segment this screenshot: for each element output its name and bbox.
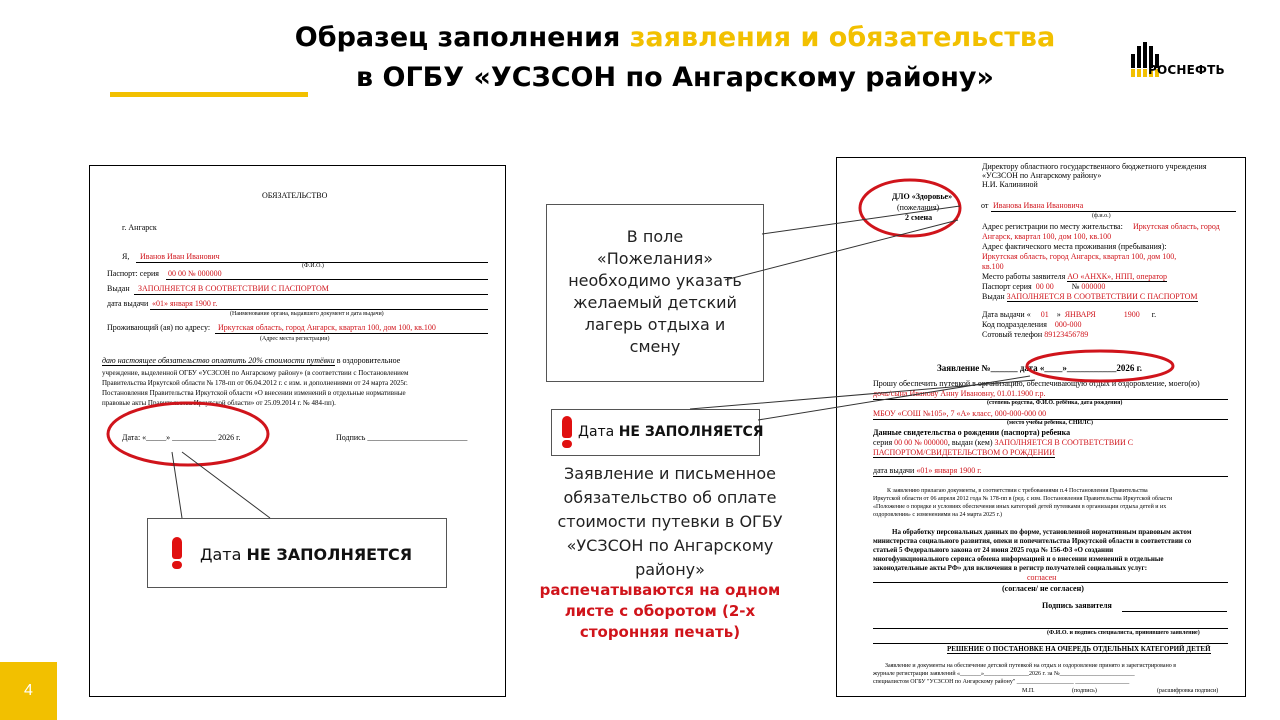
law-line3: «Положение о порядке и условиях обеспечения иных категорий детей путевками в организации отдыха детей и их [873,504,1167,510]
pd-line5: законодательные акты РФ» для включения в регистр получателей социальных услуг: [873,564,1148,572]
pd-line3: статьей 5 Федерального закона от 24 июня 2025 года № 156-ФЗ «О создании [873,546,1114,554]
reg-line1: Заявление и документы на обеспечение детской путевкой на отдых и оздоровление принято и зарегистрировано в [885,663,1177,669]
obligation-heading: ОБЯЗАТЕЛЬСТВО [262,191,328,200]
law-line1: К заявлению прилагаю документы, в соответствии с требованиями п.4 Постановления Правительства [887,488,1148,494]
birth-date-label: дата выдачи [873,466,915,475]
wish-caption: (пожелания) [897,203,940,212]
wish-note-callout [546,204,764,382]
title-line2: в ОГБУ «УСЗСОН по Ангарскому району» [356,62,994,93]
phone-label: Сотовый телефон [982,330,1043,339]
pledge-rest: в оздоровительное [334,356,401,365]
date-note-right-callout [551,409,764,456]
reg-line3: специалистом ОГБУ "УСЗСОН по Ангарскому району" ___________________ __________________ [873,679,1130,685]
issue-date-line: Дата выдачи « 01 » ЯНВАРЯ 1900 г. [982,310,1157,319]
name-value: Иванов Иван Иванович [140,252,220,261]
date-note-right-prefix: Дата [578,424,619,440]
wish-note-text: В поле «Пожелания» необходимо указать желаемый детский лагерь отдыха и смену [568,227,742,356]
reg-label: Адрес регистрации по месту жительства: [982,222,1123,231]
passport-issued-value: ЗАПОЛНЯЕТСЯ В СООТВЕТСТВИИ С ПАСПОРТОМ [1006,292,1198,301]
obligation-document [89,165,506,697]
fio-caption: (Ф.И.О.) [302,263,324,269]
from-value: Иванова Ивана Ивановича [993,201,1084,210]
pledge-p2: учреждение, выделенной ОГБУ «УСЗСОН по Ангарскому району» (в соответствии с Постановлением [102,369,409,377]
decision-title: РЕШЕНИЕ О ПОСТАНОВКЕ НА ОЧЕРЕДЬ ОТДЕЛЬНЫХ КАТЕГОРИЙ ДЕТЕЙ [947,645,1211,653]
applicant-sign: Подпись заявителя [1042,601,1112,610]
application-title: Заявление №______ дата «____»___________2026 г. [937,363,1142,373]
signature-line: Подпись _________________________ [336,433,468,442]
phone-value: 89123456789 [1044,330,1089,339]
issue-date-label: Дата выдачи « [982,310,1031,319]
alert-icon [170,537,184,569]
header-line3: Н.И. Калининой [982,180,1038,189]
issue-date-month: ЯНВАРЯ [1064,310,1096,319]
pledge-italic: даю настоящее обязательство оплатить 20% стоимости путёвки [102,356,335,365]
passport-line [982,282,1105,291]
from-fio-caption: (ф.и.о.) [1092,213,1111,219]
pd-line2: министерства социального развития, опеки и попечительства Иркутской области в соответствии со [873,537,1192,545]
print-note: Заявление и письменное обязательство об оплате стоимости путевки в ОГБУ «УСЗСОН по Ангарскому району» [557,464,783,579]
issue-date-day: 01 [1040,310,1049,319]
date-note-left-callout [147,518,447,588]
phone-line [982,330,1088,339]
date-note-right-text [578,424,764,440]
issue-date-label: дата выдачи [107,299,149,308]
date-note-left-bold: НЕ ЗАПОЛНЯЕТСЯ [246,545,413,564]
reg-line2: журнале регистрации заявлений «_______»_______________2026 г. за №_________________________ [873,671,1135,677]
passport-issued-line [982,292,1198,301]
law-line4: оздоровления» с изменениями на 24 марта 2025 г.) [873,512,1002,518]
birth-series-label: серия [873,438,893,447]
date-note-right-bold: НЕ ЗАПОЛНЯЕТСЯ [618,424,764,440]
birth-issued-value: ЗАПОЛНЯЕТСЯ В СООТВЕТСТВИИ С [994,438,1134,447]
date-line: Дата: «_____» ___________ 2026 г. [122,433,241,442]
birth-date-line [873,466,982,475]
fact-label: Адрес фактического места проживания (пребывания): [982,242,1167,251]
header-line1: Директору областного государственного бюджетного учреждения [982,162,1207,171]
passport-no: 000000 [1081,282,1106,291]
title-part1: Образец заполнения [294,22,630,53]
dept-label: Код подразделения [982,320,1047,329]
decode-caption: (расшифровка подписи) [1157,688,1219,694]
mp-label: М.П. [1022,688,1035,694]
date-note-left-text [200,545,412,564]
reg-value1: Иркутская область, город [1133,222,1220,231]
passport-label: Паспорт: серия [107,269,159,278]
sign-caption: (подпись) [1072,688,1097,694]
i-label: Я, [122,252,130,261]
wish-shift: 2 смена [905,213,933,222]
passport-series: 00 00 [1035,282,1054,291]
pd-line4: многофункционального сервиса обмена информацией и о внесении изменений в отдельные [873,555,1164,563]
fact-value1: Иркутская область, город Ангарск, квартал 100, дом 100, [982,252,1177,261]
date-note-left-prefix: Дата [200,545,247,564]
child-caption: (степень родства, Ф.И.О. ребёнка, дата рождения) [987,400,1123,406]
address-value: Иркутская область, город Ангарск, квартал 100, дом 100, кв.100 [218,323,436,332]
ask-line1: Прошу обеспечить путевкой в организацию, обеспечивающую отдых и оздоровление, моего(ю) [873,379,1200,388]
alert-icon [560,416,574,448]
birth-title: Данные свидетельства о рождении (паспорта) ребенка [873,428,1071,437]
birth-date-value: «01» января 1900 г. [916,466,982,475]
birth-issued-value2: ПАСПОРТОМ/СВИДЕТЕЛЬСТВОМ О РОЖДЕНИИ [873,448,1055,457]
pledge-p4: Постановления Правительства Иркутской области «О внесении изменений в отдельные нормативные [102,389,406,397]
work-label: Место работы заявителя [982,272,1066,281]
city: г. Ангарск [122,223,157,232]
issue-date-year: 1900 [1123,310,1140,319]
pledge-p3: Правительства Иркутской области № 178-пп от 06.04.2012 г. с изм. и дополнениями от 24 марта 2025г. [102,379,408,387]
birth-line [873,438,1133,447]
issue-date-value: «01» января 1900 г. [152,299,218,308]
title-underline [110,92,308,97]
work-value: АО «АНХК», НПП, оператор [1067,272,1167,281]
passport-issued-label: Выдан [982,292,1005,301]
pledge-p5: правовые акты Правительства Иркутской области» от 25.09.2014 г. № 484-пп). [102,399,336,407]
dept-value: 000-000 [1054,320,1082,329]
title-highlight: заявления и обязательства [629,22,1056,53]
application-document [836,157,1246,697]
law-line2: Иркутской области от 06 апреля 2012 года № 178-пп в (ред. с изм. Постановления Правительства Иркутской области [873,496,1173,502]
reg-value2: Ангарск, квартал 100, дом 100, кв.100 [982,232,1112,241]
slide-title [250,18,1100,98]
address-caption: (Адрес места регистрации) [260,336,330,342]
issue-date-suffix: г. [1151,310,1157,319]
school-caption: (место учебы ребенка, СНИЛС) [1007,420,1093,426]
org-caption: (Наименование органа, выдавшего документ и дата выдачи) [230,311,384,317]
dept-line [982,320,1082,329]
birth-issued-label: , выдан (кем) [947,438,993,447]
header-line2: «УСЗСОН по Ангарскому району» [982,171,1102,180]
pledge-line [102,356,400,365]
pd-line1: На обработку персональных данных по форме, установленной нормативным правовым актом [892,528,1192,536]
wish-title: ДЛО «Здоровье» [892,192,953,201]
spec-caption: (Ф.И.О. и подпись специалиста, принявшего заявление) [1047,630,1200,636]
child-value: дочь/сына Иванову Анну Ивановну, 01.01.1900 г.р. [873,389,1046,398]
print-note-red: распечатываются на одном листе с оборотом (2-х сторонняя печать) [539,581,781,641]
passport-value: 00 00 № 000000 [168,269,222,278]
school-value: МБОУ «СОШ №105», 7 «А» класс, 000-000-000 00 [873,409,1047,418]
fact-value2: кв.100 [982,262,1004,271]
work-line [982,272,1167,281]
consent-value: согласен [1027,573,1057,582]
address-label: Проживающий (ая) по адресу: [107,323,211,332]
from-label: от [981,201,989,210]
issued-value: ЗАПОЛНЯЕТСЯ В СООТВЕТСТВИИ С ПАСПОРТОМ [138,284,329,293]
logo-text: РОСНЕФТЬ [1148,63,1225,77]
birth-series: 00 00 № 000000 [894,438,948,447]
passport-no-label: № [1071,282,1080,291]
page-number: 4 [24,682,33,699]
issued-label: Выдан [107,284,130,293]
consent-caption: (согласен/ не согласен) [1002,584,1084,593]
passport-label: Паспорт серия [982,282,1032,291]
